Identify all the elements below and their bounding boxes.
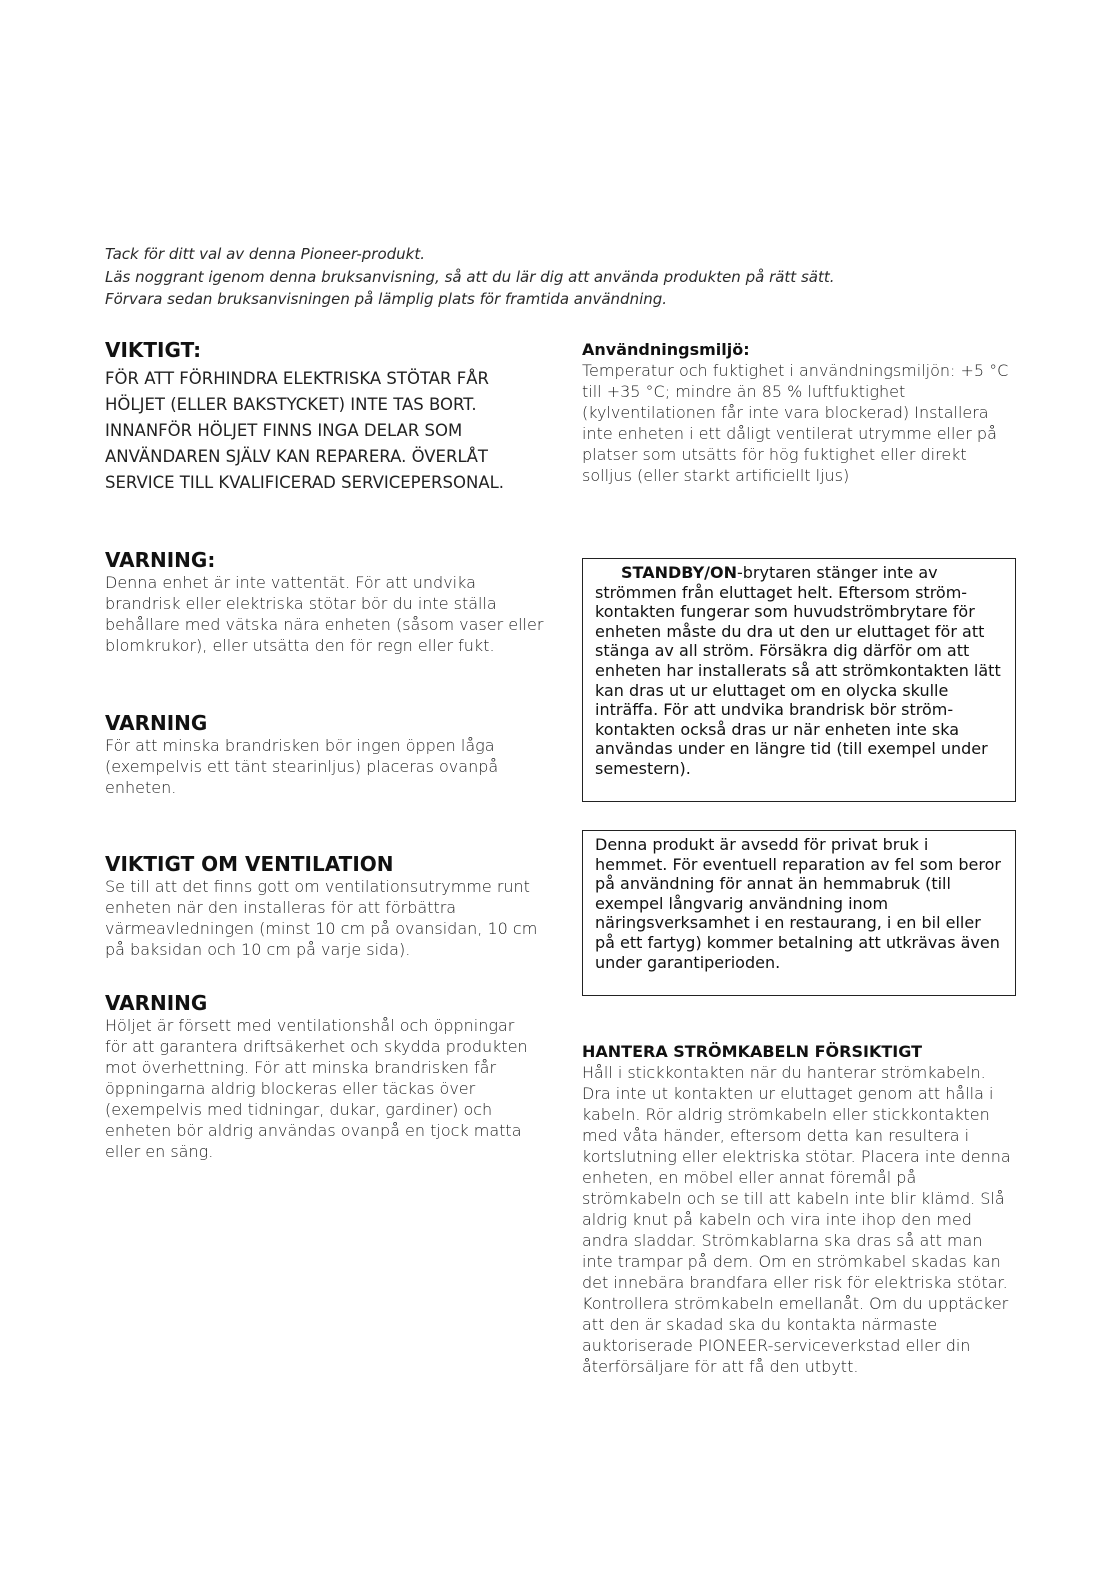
- intro-text: [105, 243, 1005, 311]
- standby-on-label: STANDBY/ON: [621, 563, 737, 582]
- standby-notice-text: [595, 563, 1005, 779]
- varning-water-heading: VARNING:: [105, 548, 216, 572]
- standby-notice-body: -brytaren stänger inte av strömmen från eluttaget helt. Eftersom ström-kontakten fungerar som huvudströmbrytare för enheten måste du dra ut den ur eluttaget för att stänga av all ström. Försäkra dig därför om att enheten har installerats så att strömkontakten lätt kan dras ut ur eluttaget om en olycka skulle inträffa. För att undvika brandrisk bör ström-kontakten också dras ur när enheten inte ska användas under en längre tid (till exempel under semestern).: [595, 563, 1001, 778]
- ventilation-heading: VIKTIGT OM VENTILATION: [105, 852, 394, 876]
- standby-notice-box: [582, 558, 1016, 802]
- anvandningsmiljo-section: [582, 340, 1012, 486]
- power-cord-text: Håll i stickkontakten när du hanterar strömkabeln. Dra inte ut kontakten ur eluttaget genom att hålla i kabeln. Rör aldrig strömkabeln eller stickkontakten med våta händer, eftersom detta kan resultera i kortslutning eller elektriska stötar. Placera inte denna enheten, en möbel eller annat föremål på strömkabeln och se till att kabeln inte blir klämd. Slå aldrig knut på kabeln och vira inte ihop den med andra sladdar. Strömkablarna ska dras så att man inte trampar på dem. Om en strömkabel skadas kan det innebära brandfara eller risk för elektriska stötar. Kontrollera strömkabeln emellanåt. Om du upptäcker att den är skadad ska du kontakta närmaste auktoriserade PIONEER-serviceverkstad eller din återförsäljare för att få den utbytt.: [582, 1063, 1011, 1376]
- varning-ventilation-text: Höljet är försett med ventilationshål och öppningar för att garantera driftsäkerhet och skydda produkten mot överhettning. För att minska brandrisken får öppningarna aldrig blockeras eller täckas över (exempelvis med tidningar, dukar, gardiner) och enheten bör aldrig användas ovanpå en tjock matta eller en säng.: [105, 1016, 528, 1161]
- intro-line: Tack för ditt val av denna Pioneer-produkt.: [105, 245, 426, 263]
- intro-line: Läs noggrant igenom denna bruksanvisning, så att du lär dig att använda produkten på rätt sätt.: [105, 267, 835, 286]
- power-cord-section: [582, 1042, 1018, 1377]
- varning-ventilation-section: [105, 991, 530, 1162]
- viktigt-text: FÖR ATT FÖRHINDRA ELEKTRISKA STÖTAR FÅR HÖLJET (ELLER BAKSTYCKET) INTE TAS BORT. INNANFÖR HÖLJET FINNS INGA DELAR SOM ANVÄNDAREN SJÄLV KAN REPARERA. ÖVERLÅT SERVICE TILL KVALIFICERAD SERVICEPERSONAL.: [105, 369, 505, 492]
- varning-flame-section: [105, 711, 525, 798]
- private-use-text: Denna produkt är avsedd för privat bruk i hemmet. För eventuell reparation av fel som beror på användning för annat än hemmabruk (till exempel långvarig användning inom näringsverksamhet i en restaurang, i en bil eller på ett fartyg) kommer betalning att utkrävas även under garantiperioden.: [595, 835, 1001, 972]
- varning-water-section: [105, 548, 545, 656]
- varning-ventilation-heading: VARNING: [105, 991, 208, 1015]
- varning-flame-text: För att minska brandrisken bör ingen öppen låga (exempelvis ett tänt stearinljus) placeras ovanpå enheten.: [105, 736, 499, 797]
- anvandningsmiljo-text: Temperatur och fuktighet i användningsmiljön: +5 °C till +35 °C; mindre än 85 % luftfuktighet (kylventilationen får inte vara blockerad) Installera inte enheten i ett dåligt ventilerat utrymme eller på platser som utsätts för hög fuktighet eller direkt solljus (eller starkt artificiellt ljus): [582, 361, 1009, 485]
- ventilation-text: Se till att det finns gott om ventilationsutrymme runt enheten när den installeras för att förbättra värmeavledningen (minst 10 cm på ovansidan, 10 cm på baksidan och 10 cm på varje sida).: [105, 877, 538, 959]
- intro-line: Förvara sedan bruksanvisningen på lämplig plats för framtida användning.: [105, 290, 668, 308]
- viktigt-heading: VIKTIGT:: [105, 338, 202, 362]
- varning-water-text: Denna enhet är inte vattentät. För att undvika brandrisk eller elektriska stötar bör du inte ställa behållare med vätska nära enheten (såsom vaser eller blomkrukor), eller utsätta den för regn eller fukt.: [105, 573, 544, 655]
- varning-flame-heading: VARNING: [105, 711, 208, 735]
- ventilation-section: [105, 852, 545, 960]
- anvandningsmiljo-heading: Användningsmiljö:: [582, 340, 750, 359]
- power-cord-heading: HANTERA STRÖMKABELN FÖRSIKTIGT: [582, 1042, 922, 1061]
- private-use-box: [582, 830, 1016, 996]
- viktigt-section: [105, 338, 545, 496]
